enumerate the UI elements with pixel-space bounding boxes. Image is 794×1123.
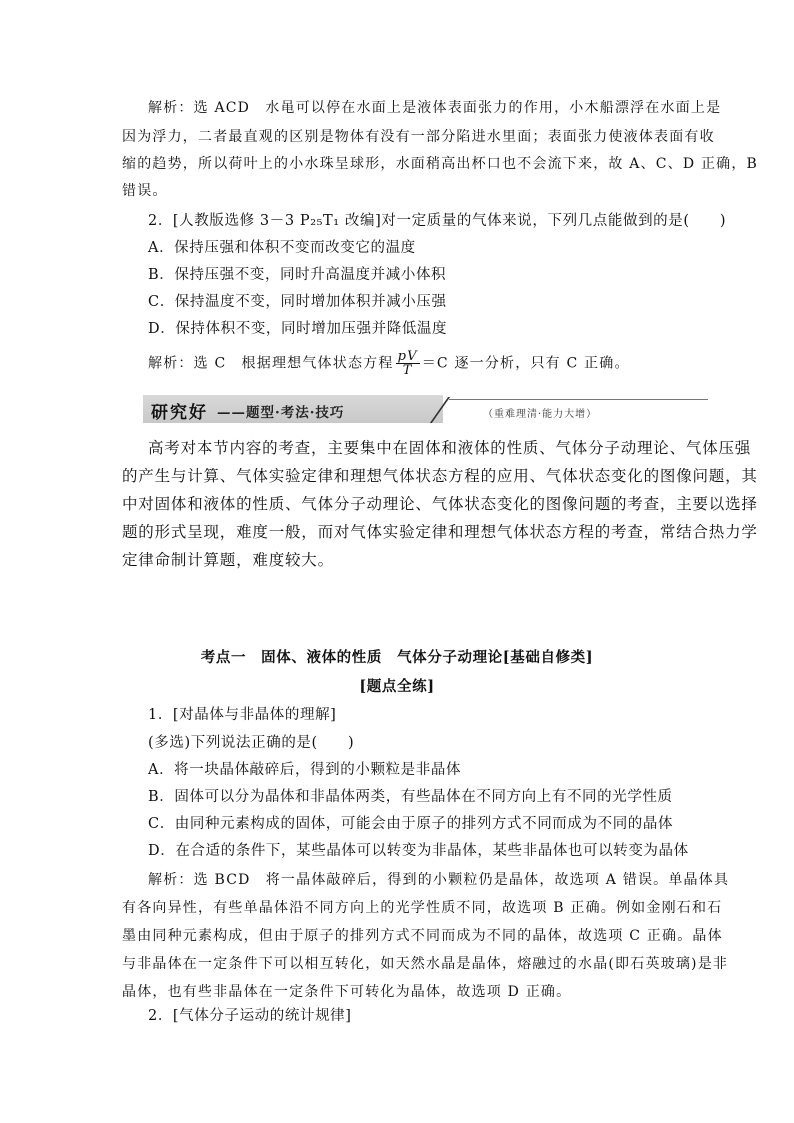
analysis-1-line-4: 错误。 — [122, 183, 168, 199]
problem-1-option-c: C．由同种元素构成的固体，可能会由于原子的排列方式不同而成为不同的晶体 — [148, 816, 674, 832]
problem-1-option-d: D．在合适的条件下，某些晶体可以转变为非晶体，某些非晶体也可以转变为晶体 — [148, 843, 689, 859]
intro-line-2: 的产生与计算、气体实验定律和理想气体状态方程的应用、气体状态变化的图像问题，其 — [122, 467, 758, 485]
section-title: 考点一 固体、液体的性质 气体分子动理论[基础自修类] — [200, 649, 594, 666]
fraction-numerator: pV — [397, 349, 418, 364]
analysis-2-suffix: ＝C 逐一分析，只有 C 正确。 — [421, 355, 630, 372]
question-2-option-b: B．保持压强不变，同时升高温度并减小体积 — [148, 267, 447, 283]
ideal-gas-fraction — [396, 350, 420, 377]
section-banner — [143, 395, 708, 423]
problem-1-option-b: B．固体可以分为晶体和非晶体两类，有些晶体在不同方向上有不同的光学性质 — [148, 789, 673, 805]
banner-note: （重难理清·能力大增） — [483, 409, 598, 420]
intro-line-4: 题的形式呈现，难度一般，而对气体实验定律和理想气体状态方程的考查，常结合热力学 — [122, 523, 758, 541]
analysis-3-line-1: 解析：选 BCD 将一晶体敲碎后，得到的小颗粒仍是晶体，故选项 A 错误。单晶体具 — [148, 872, 730, 888]
fraction-denominator: T — [402, 363, 413, 378]
analysis-1-line-2: 因为浮力，二者最直观的区别是物体有没有一部分陷进水里面；表面张力使液体表面有收 — [122, 129, 715, 145]
question-2-option-c: C．保持温度不变，同时增加体积并减小压强 — [148, 294, 447, 310]
question-2-option-a: A．保持压强和体积不变而改变它的温度 — [148, 240, 416, 256]
intro-line-1: 高考对本节内容的考查，主要集中在固体和液体的性质、气体分子动理论、气体压强 — [148, 439, 752, 457]
analysis-3-line-5: 晶体，也有些非晶体在一定条件下可转化为晶体，故选项 D 正确。 — [122, 984, 572, 1000]
banner-subtitle: ——题型·考法·技巧 — [217, 405, 345, 421]
analysis-3-line-2: 有各向异性，有些单晶体沿不同方向上的光学性质不同，故选项 B 正确。例如金刚石和石 — [122, 900, 723, 916]
analysis-3-line-3: 墨由同种元素构成，但由于原子的排列方式不同而成为不同的晶体，故选项 C 正确。晶体 — [122, 928, 723, 944]
analysis-2-prefix: 解析：选 C 根据理想气体状态方程 — [148, 355, 394, 372]
analysis-2 — [148, 350, 630, 377]
analysis-1-line-3: 缩的趋势，所以荷叶上的小水珠呈球形，水面稍高出杯口也不会流下来，故 A、C、D 正确，B — [122, 156, 759, 172]
problem-1-stem: (多选)下列说法正确的是( ) — [148, 735, 355, 751]
problem-2-heading: 2．[气体分子运动的统计规律] — [148, 1008, 352, 1024]
question-2-option-d: D．保持体积不变，同时增加压强并降低温度 — [148, 321, 448, 337]
problem-1-option-a: A．将一块晶体敲碎后，得到的小颗粒是非晶体 — [148, 762, 462, 778]
section-subtitle: [题点全练] — [359, 678, 435, 695]
banner-rule — [449, 399, 708, 400]
analysis-1-line-1: 解析：选 ACD 水黾可以停在水面上是液体表面张力的作用，小木船漂浮在水面上是 — [148, 100, 722, 116]
question-2-stem: 2．[人教版选修 3－3 P₂₅T₁ 改编]对一定质量的气体来说，下列几点能做到的是( ) — [148, 213, 727, 229]
analysis-3-line-4: 与非晶体在一定条件下可以相互转化，如天然水晶是晶体，熔融过的水晶(即石英玻璃)是非 — [122, 956, 729, 972]
intro-line-5: 定律命制计算题，难度较大。 — [122, 551, 334, 569]
intro-line-3: 中对固体和液体的性质、气体分子动理论、气体状态变化的图像问题的考查，主要以选择 — [122, 495, 758, 513]
problem-1-heading: 1．[对晶体与非晶体的理解] — [148, 707, 337, 723]
banner-title: 研究好 — [151, 403, 208, 423]
